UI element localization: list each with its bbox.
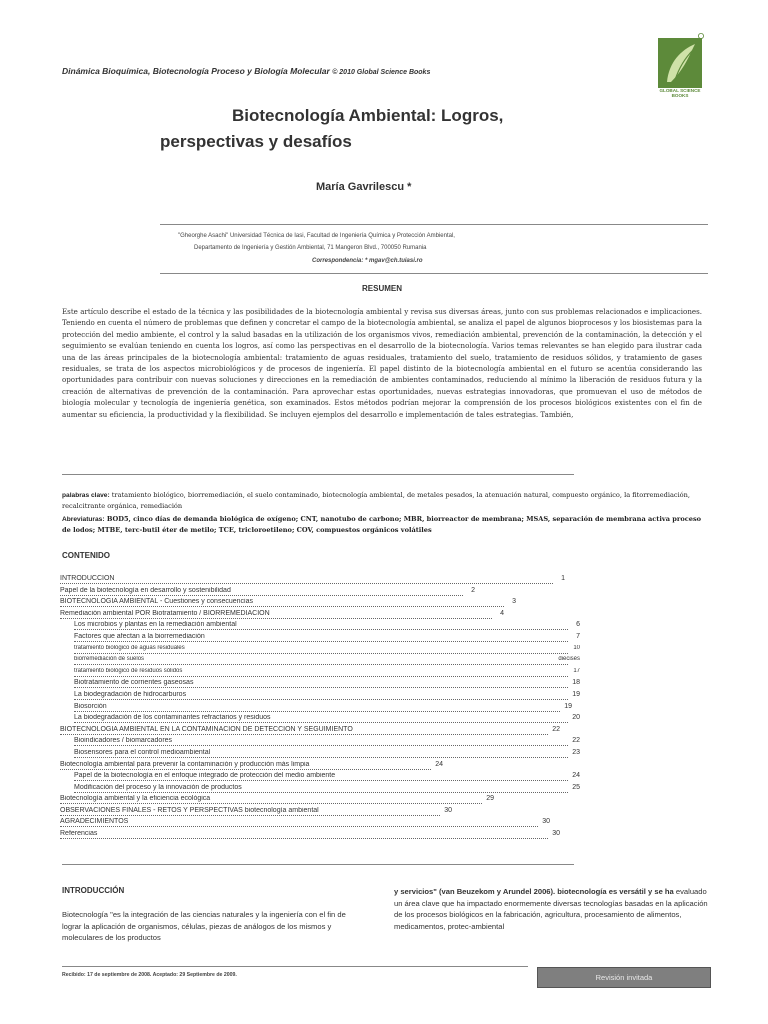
toc-entry[interactable] bbox=[60, 772, 580, 784]
toc-entry-label: Biotecnología ambiental para prevenir la contaminación y producción más limpia bbox=[60, 760, 310, 768]
keywords-text: tratamiento biológico, biorremediación, el suelo contaminado, biotecnología ambiental, de metales pesados, la atenuación natural, compuesto orgánico, la fitorremediación, recalcitrante orgánica, remediación bbox=[62, 491, 690, 510]
toc-leader-dots bbox=[60, 825, 538, 827]
intro-right-lead: y servicios" (van Beuzekom y Arundel 2006). biotecnología es versátil y se ha bbox=[394, 887, 674, 896]
toc-entry-page: 20 bbox=[572, 714, 580, 722]
toc-entry-label: Remediación ambiental POR Biotratamiento / BIORREMEDIACIÓN bbox=[60, 609, 270, 617]
toc-entry[interactable] bbox=[60, 598, 580, 610]
toc-leader-dots bbox=[74, 686, 568, 688]
toc-entry[interactable] bbox=[60, 668, 580, 680]
toc-leader-dots bbox=[74, 640, 568, 642]
toc-leader-dots bbox=[60, 605, 504, 607]
toc-entry-label: La biodegradación de hidrocarburos bbox=[74, 690, 187, 698]
intro-right-text: evaluado un área clave que ha impactado enormemente diversas tecnologías basadas en la aplicación de los procesos biológicos en la fabricación, agricultura, procesamiento de alimentos, medicamentos, protec-ambiental bbox=[394, 887, 708, 931]
logo-text: GLOBAL SCIENCE bbox=[659, 88, 701, 93]
copyright: © 2010 Global Science Books bbox=[332, 69, 431, 76]
keywords-label: palabras clave: bbox=[62, 492, 110, 499]
toc-entry-page: 1 bbox=[561, 575, 565, 582]
toc-entry[interactable] bbox=[60, 818, 580, 830]
contenido-heading: CONTENIDO bbox=[62, 551, 110, 560]
toc-entry[interactable] bbox=[60, 575, 580, 587]
toc-entry-page: 19 bbox=[572, 690, 580, 698]
divider bbox=[62, 966, 528, 967]
table-of-contents bbox=[60, 575, 580, 842]
abbreviations bbox=[62, 514, 702, 536]
toc-entry[interactable] bbox=[60, 679, 580, 691]
article-title-line1: Biotecnología Ambiental: Logros, bbox=[232, 106, 504, 125]
toc-entry-label: Papel de la biotecnología en el enfoque integrado de protección del medio ambiente bbox=[74, 772, 336, 780]
toc-entry[interactable] bbox=[60, 726, 580, 738]
intro-right-column bbox=[394, 886, 709, 932]
toc-leader-dots bbox=[74, 652, 568, 654]
toc-entry[interactable] bbox=[60, 645, 580, 657]
correspondence-label: Correspondencia: bbox=[312, 258, 364, 264]
toc-entry-page: 3 bbox=[512, 598, 516, 606]
received-dates: Recibido: 17 de septiembre de 2008. Aceptado: 29 Septiembre de 2009. bbox=[62, 972, 237, 978]
toc-leader-dots bbox=[74, 710, 560, 712]
abbreviations-text: BOD5, cinco días de demanda biológica de oxígeno; CNT, nanotubo de carbono; MBR, biorreactor de membrana; MSAS, separación de membrana activa proceso de lodos; MTBE, terc-butil éter de metilo; TCE, tricloroetileno; COV, compuestos orgánicos volátiles bbox=[62, 515, 702, 534]
toc-entry-page: 4 bbox=[500, 609, 504, 617]
toc-entry-page: 6 bbox=[576, 621, 580, 629]
toc-entry-label: biorremediación de suelos bbox=[74, 656, 145, 663]
toc-leader-dots bbox=[74, 675, 568, 677]
toc-entry-label: OBSERVACIONES FINALES - RETOS Y PERSPECTIVAS biotecnología ambiental bbox=[60, 806, 319, 814]
toc-leader-dots bbox=[60, 814, 440, 816]
toc-entry-page: 30 bbox=[552, 830, 560, 838]
toc-entry[interactable] bbox=[60, 714, 580, 726]
toc-entry-label: Bioindicadores / biomarcadores bbox=[74, 737, 173, 745]
intro-heading: INTRODUCCIÓN bbox=[62, 886, 125, 895]
toc-entry-label: Biosorción bbox=[74, 702, 107, 710]
toc-leader-dots bbox=[60, 802, 482, 804]
toc-entry-page: 23 bbox=[572, 748, 580, 756]
keywords bbox=[62, 490, 702, 512]
divider bbox=[160, 224, 708, 225]
author: María Gavrilescu * bbox=[316, 181, 412, 193]
toc-entry-page: 29 bbox=[486, 795, 494, 803]
toc-entry-label: Biosensores para el control medioambiental bbox=[74, 748, 211, 756]
divider bbox=[160, 273, 708, 274]
toc-leader-dots bbox=[74, 663, 568, 665]
toc-entry[interactable] bbox=[60, 807, 580, 819]
toc-entry-page: 30 bbox=[542, 818, 550, 826]
intro-left-text: Biotecnología "es la integración de las ciencias naturales y la ingeniería con el fin de lograr la aplicación de organismos, células, piezas de análogos de los mismos y moleculares de los productos bbox=[62, 910, 346, 942]
toc-entry-label: tratamiento biológico de residuos sólidos bbox=[74, 667, 183, 674]
journal-header bbox=[62, 66, 430, 76]
toc-entry[interactable] bbox=[60, 784, 580, 796]
invited-review-badge: Revisión invitada bbox=[537, 967, 711, 988]
toc-entry-page: diecisés bbox=[558, 656, 580, 663]
toc-leader-dots bbox=[74, 628, 568, 630]
toc-entry-page: 24 bbox=[572, 772, 580, 780]
toc-entry-page: 19 bbox=[564, 702, 572, 710]
toc-entry-label: Modificación del proceso y la innovación de productos bbox=[74, 783, 242, 791]
divider bbox=[62, 474, 574, 475]
correspondence-email: * mgav@ch.tuiasi.ro bbox=[365, 258, 423, 264]
toc-entry-page: 10 bbox=[573, 644, 580, 651]
toc-entry[interactable] bbox=[60, 633, 580, 645]
abstract-text: Este artículo describe el estado de la técnica y las posibilidades de la biotecnología ambiental y revisa sus diversas áreas, junto con sus problemas relacionados e implicaciones. Teniendo en cuenta el número de problemas que definen y concretar el campo de la biotecnología ambiental, se analiza el papel de algunos bioprocesos y los biosistemas para la protección del medio ambiente, el control y la salud basadas en la utilización de los organismos vivos, remediación ambiental, prevención de la contaminación, la detección y el seguimiento se evalúan teniendo en cuenta los logros, así como las perspectivas en el desarrollo de la biotecnología. Varios temas relevantes se han elegido para ilustrar cada una de las áreas principales de la biotecnología ambiental: tratamiento de aguas residuales, tratamiento del suelo, tratamiento de residuos sólidos, y tratamiento de gases residuales, se trata de los aspectos microbiológicos y de procesos de ingeniería. El papel distinto de la biotecnología ambiental en el futuro se acentúa considerando las oportunidades para contribuir con nuevas soluciones y direcciones en la remediación de ambientes contaminados, reduciendo al mínimo la liberación de residuos futura y la creación de alternativas de prevención de la contaminación. Para aprovechar estas oportunidades, nuevas estrategias innovadoras, que promuevan el uso de métodos de biología molecular y tecnología de ingeniería genética, son examinados. Estos métodos podrían mejorar la comprensión de los procesos biológicos existentes con el fin de aumentar su eficiencia, la productividad y la flexibilidad. Se incluyen ejemplos del desarrollo e implementación de tales estrategias. También, bbox=[62, 307, 702, 419]
correspondence bbox=[312, 258, 423, 264]
toc-entry[interactable] bbox=[60, 691, 580, 703]
toc-entry-page: 2 bbox=[471, 586, 475, 594]
toc-entry-label: Papel de la biotecnología en desarrollo y sostenibilidad bbox=[60, 586, 231, 594]
toc-entry-page: 22 bbox=[552, 725, 560, 733]
toc-leader-dots bbox=[60, 582, 553, 584]
toc-entry-label: Los microbios y plantas en la remediación ambiental bbox=[74, 621, 237, 629]
resumen-heading: RESUMEN bbox=[362, 284, 403, 293]
toc-leader-dots bbox=[74, 698, 568, 700]
toc-leader-dots bbox=[74, 779, 568, 781]
affiliation-line2: Departamento de Ingeniería y Gestión Ambiental, 71 Mangeron Blvd., 700050 Rumania bbox=[194, 245, 427, 251]
toc-leader-dots bbox=[74, 756, 568, 758]
toc-entry-label: Biotecnología ambiental y la eficiencia ecológica bbox=[60, 795, 211, 803]
abbreviations-label: Abreviaturas: bbox=[62, 516, 105, 523]
toc-entry-label: Factores que afectan a la biorremediación bbox=[74, 632, 205, 640]
toc-entry[interactable] bbox=[60, 621, 580, 633]
toc-leader-dots bbox=[60, 733, 548, 735]
toc-entry-page: 17 bbox=[573, 667, 580, 674]
toc-entry-label: Referencias bbox=[60, 830, 98, 838]
toc-entry[interactable] bbox=[60, 761, 580, 773]
toc-entry[interactable] bbox=[60, 703, 580, 715]
toc-entry-label: BIOTECNOLOGÍA AMBIENTAL - Cuestiones y consecuencias bbox=[60, 598, 253, 606]
divider bbox=[62, 864, 574, 865]
toc-entry[interactable] bbox=[60, 610, 580, 622]
toc-leader-dots bbox=[74, 721, 568, 723]
toc-entry-page: 7 bbox=[576, 632, 580, 640]
toc-leader-dots bbox=[74, 744, 568, 746]
toc-entry-label: tratamiento biológico de aguas residuales bbox=[74, 644, 185, 651]
toc-entry-label: BIOTECNOLOGÍA AMBIENTAL EN LA CONTAMINACIÓN DE DETECCIÓN Y SEGUIMIENTO bbox=[60, 725, 353, 733]
toc-leader-dots bbox=[60, 617, 492, 619]
toc-entry[interactable] bbox=[60, 656, 580, 668]
toc-entry-label: La biodegradación de los contaminantes refractarios y residuos bbox=[74, 714, 271, 722]
toc-entry-page: 22 bbox=[572, 737, 580, 745]
toc-leader-dots bbox=[60, 837, 548, 839]
toc-entry[interactable] bbox=[60, 795, 580, 807]
journal-name: Dinámica Bioquímica, Biotecnología Proceso y Biología Molecular bbox=[62, 66, 330, 76]
toc-entry-page: 18 bbox=[572, 679, 580, 687]
logo-text: BOOKS bbox=[671, 93, 689, 98]
article-title-line2: perspectivas y desafíos bbox=[160, 132, 352, 151]
toc-entry[interactable] bbox=[60, 830, 580, 842]
toc-entry-label: Biotratamiento de corrientes gaseosas bbox=[74, 679, 194, 687]
toc-entry-page: 30 bbox=[444, 806, 452, 814]
toc-entry[interactable] bbox=[60, 587, 580, 599]
toc-entry-label: AGRADECIMIENTOS bbox=[60, 818, 129, 826]
toc-entry-label: INTRODUCCIÓN bbox=[60, 575, 115, 582]
publisher-logo bbox=[655, 32, 705, 98]
toc-entry-page: 25 bbox=[572, 783, 580, 791]
toc-entry[interactable] bbox=[60, 737, 580, 749]
affiliation-line1: "Gheorghe Asachi" Universidad Técnica de Iasi, Facultad de Ingeniería Química y Protección Ambiental, bbox=[178, 233, 455, 239]
toc-entry-page: 24 bbox=[435, 760, 443, 768]
toc-entry[interactable] bbox=[60, 749, 580, 761]
